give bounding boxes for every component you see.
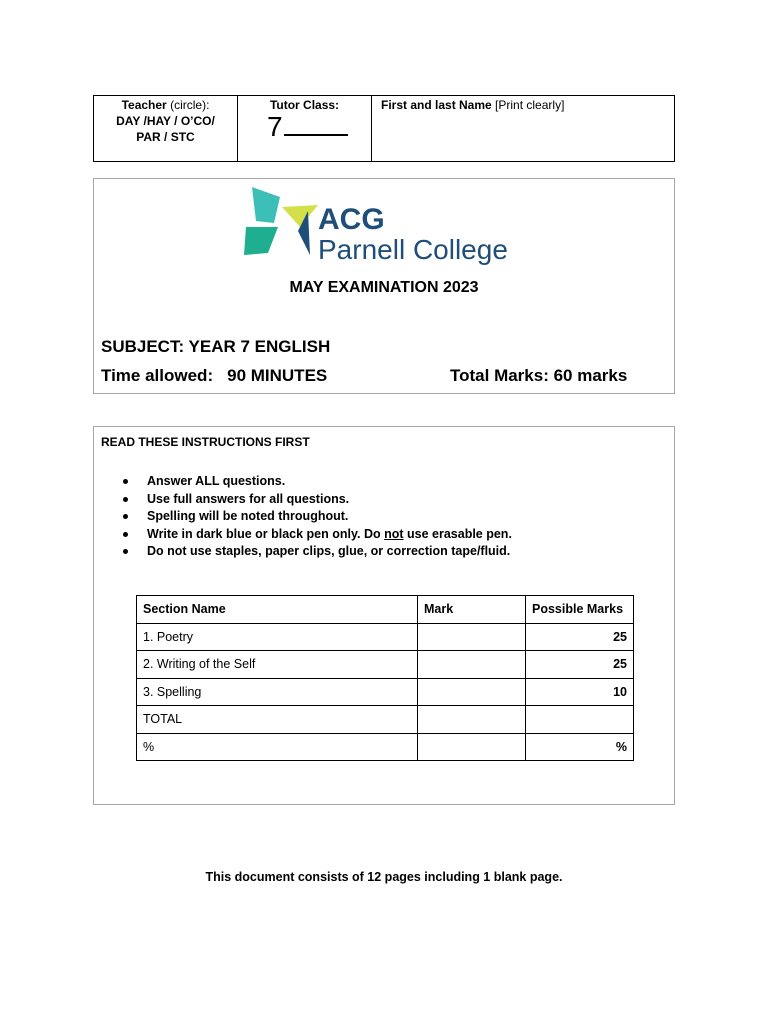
mark-cell[interactable] [418, 706, 526, 734]
tutor-class-cell[interactable] [238, 96, 372, 162]
tutor-class-label: Tutor Class: [269, 98, 340, 112]
acg-parnell-college-logo [244, 187, 534, 265]
table-row [137, 651, 634, 679]
instruction-text: use erasable pen. [403, 526, 512, 541]
mark-cell[interactable] [418, 623, 526, 651]
instructions-box [93, 426, 675, 805]
instruction-item [121, 473, 512, 491]
table-row [137, 706, 634, 734]
logo-shape-lime [282, 205, 318, 227]
table-row [137, 623, 634, 651]
teacher-label: Teacher [121, 98, 167, 112]
instruction-item [121, 543, 512, 561]
section-name: 3. Spelling [137, 678, 418, 706]
mark-cell[interactable] [418, 733, 526, 761]
tutor-class-number: 7 [267, 111, 283, 142]
section-name: 2. Writing of the Self [137, 651, 418, 679]
tutor-class-blank[interactable] [284, 115, 348, 136]
cover-box [93, 178, 675, 394]
bullet-icon [123, 532, 128, 537]
logo-shape-green [244, 227, 278, 255]
name-hint: [Print clearly] [495, 98, 565, 112]
total-marks: Total Marks: 60 marks [450, 366, 628, 385]
possible-marks: 10 [526, 678, 634, 706]
table-row [137, 733, 634, 761]
student-name-cell[interactable] [372, 96, 675, 162]
exam-title: MAY EXAMINATION 2023 [289, 279, 479, 296]
name-label: First and last Name [381, 98, 492, 112]
bullet-icon [123, 479, 128, 484]
instruction-text: Do not use staples, paper clips, glue, or correction tape/fluid. [147, 544, 511, 559]
time-allowed-label: Time allowed: [101, 366, 214, 385]
time-allowed-value: 90 MINUTES [227, 366, 328, 385]
instruction-emphasis: not [384, 526, 404, 541]
marks-table [136, 595, 634, 761]
instruction-item [121, 491, 512, 509]
column-header-possible: Possible Marks [526, 596, 634, 624]
instruction-item [121, 508, 512, 526]
possible-marks[interactable]: % [526, 733, 634, 761]
bullet-icon [123, 514, 128, 519]
table-row [137, 678, 634, 706]
logo-shape-teal [252, 187, 280, 223]
logo-text-acg: ACG [318, 203, 385, 236]
column-header-mark: Mark [418, 596, 526, 624]
instruction-text: Use full answers for all questions. [147, 491, 350, 506]
instruction-item [121, 526, 512, 544]
mark-cell[interactable] [418, 678, 526, 706]
logo-text-college: Parnell College [318, 234, 508, 265]
marks-table-header [137, 596, 634, 624]
possible-marks: 25 [526, 623, 634, 651]
possible-marks: 25 [526, 651, 634, 679]
section-name: % [137, 733, 418, 761]
section-name: TOTAL [137, 706, 418, 734]
section-name: 1. Poetry [137, 623, 418, 651]
page-count-note: This document consists of 12 pages including 1 blank page. [205, 870, 563, 884]
instruction-text: Spelling will be noted throughout. [147, 509, 349, 524]
teacher-hint: (circle): [170, 98, 210, 112]
time-allowed [101, 366, 327, 386]
mark-cell[interactable] [418, 651, 526, 679]
column-header-section: Section Name [137, 596, 418, 624]
instruction-text: Answer ALL questions. [147, 474, 286, 488]
subject-line: SUBJECT: YEAR 7 ENGLISH [101, 337, 331, 356]
instructions-heading: READ THESE INSTRUCTIONS FIRST [101, 435, 310, 449]
instruction-text: Write in dark blue or black pen only. Do [147, 526, 385, 541]
teacher-cell[interactable] [94, 96, 238, 162]
possible-marks[interactable] [526, 706, 634, 734]
teacher-options-line2: PAR / STC [136, 130, 195, 144]
bullet-icon [123, 497, 128, 502]
instructions-list [121, 473, 512, 561]
teacher-options-line1: DAY /HAY / O’CO/ [116, 114, 215, 128]
student-info-table [93, 95, 675, 162]
tutor-class-value [238, 113, 371, 141]
bullet-icon [123, 549, 128, 554]
